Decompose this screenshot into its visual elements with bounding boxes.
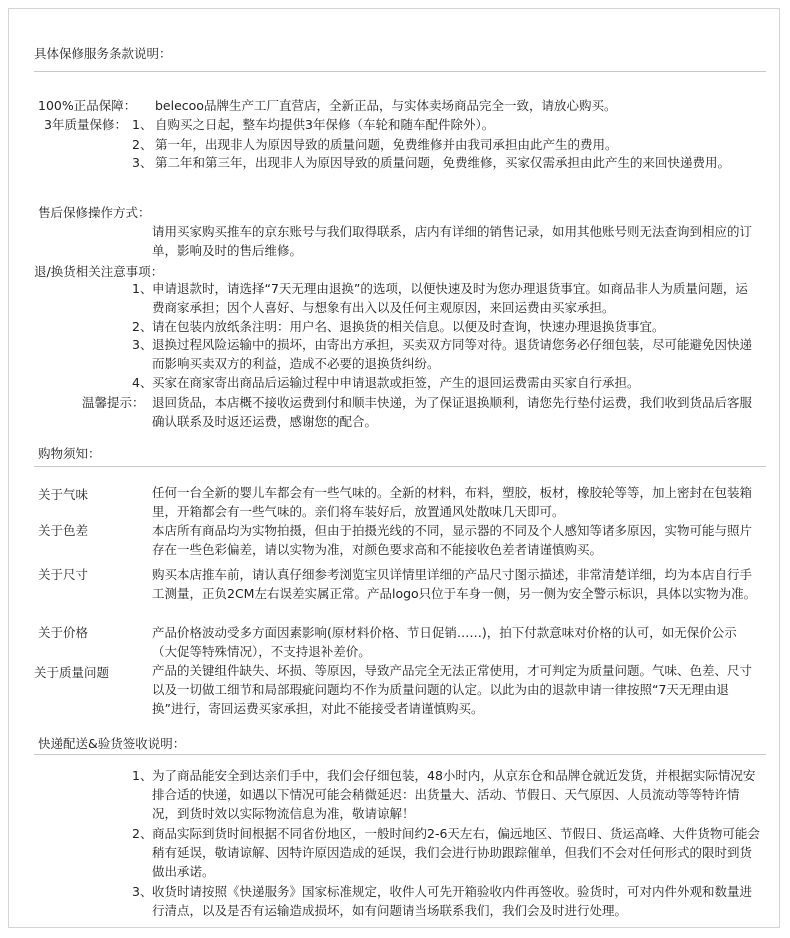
delivery-item-text: 为了商品能安全到达亲们手中，我们会仔细包装，48小时内，从京东仓和品牌仓就近发货，并根据实际情况安排合适的快递，如遇以下情况可能会稍微延迟：出货量大、活动、节假日、天气原因、人员流动等等特许情况，到货时效以实际物流信息为准，敬请谅解！ <box>152 768 756 821</box>
shopping-row-text: 产品价格波动受多方面因素影响(原材料价格、节日促销……)，拍下付款意味对价格的认可，如无保价公示（大促等特殊情况），不支持退补差价。 <box>152 625 737 659</box>
warranty-item-text: 第二年和第三年，出现非人为原因导致的质量问题，免费维修，买家仅需承担由此产生的来回快递费用。 <box>155 155 731 170</box>
shopping-row-text: 产品的关键组件缺失、坏损、等原因，导致产品完全无法正常使用，才可判定为质量问题。气味、色差、尺寸以及一切做工细节和局部瑕疵问题均不作为质量问题的认定。以此为由的退款申请一律按照“7天无理由退换”进行，寄回运费买家承担，对此不能接受者请谨慎购买。 <box>152 663 753 716</box>
returns-item-text: 买家在商家寄出商品后运输过程中申请退款或拒签，产生的退回运费需由买家自行承担。 <box>152 375 640 390</box>
shopping-row-text: 任何一台全新的婴儿车都会有一些气味的。全新的材料，布料，塑胶，板材，橡胶轮等等，加上密封在包装箱里，开箱都会有一些气味的。亲们将车装好后，放置通风处散味几天即可。 <box>152 485 753 519</box>
returns-item-text: 退换过程风险运输中的损坏，由寄出方承担，买卖双方同等对待。退货请您务必仔细包装，尽可能避免因快递而影响买卖双方的利益，造成不必要的退换货纠纷。 <box>152 337 753 371</box>
shopping-heading: 购物须知： <box>38 446 101 461</box>
returns-item-text: 请在包装内放纸条注明：用户名、退换货的相关信息。以便及时查询，快速办理退换货事宜。 <box>152 319 665 334</box>
shopping-row-label: 关于气味 <box>38 487 89 502</box>
delivery-item-num: 3、 <box>132 884 153 899</box>
returns-item-num: 1、 <box>132 281 153 296</box>
warranty-heading: 具体保修服务条款说明： <box>34 46 172 61</box>
delivery-item-text: 收货时请按照《快递服务》国家标准规定，收件人可先开箱验收内件再签收。验货时，可对内件外观和数量进行清点，以及是否有运输造成损坏，如有问题请当场联系我们，我们会及时进行处理。 <box>152 884 753 918</box>
warranty-item-num: 2、 <box>132 137 153 152</box>
warranty-item-text: 第一年，出现非人为原因导致的质量问题，免费维修并由我司承担由此产生的费用。 <box>155 137 618 152</box>
returns-item-text: 申请退款时，请选择“7天无理由退换”的选项，以便快速及时为您办理退货事宜。如商品非人为质量问题，运费商家承担；因个人喜好、与想象有出入以及任何主观原因，来回运费由买家承担。 <box>152 281 748 315</box>
returns-item-num: 2、 <box>132 319 153 334</box>
delivery-item-text: 商品实际到货时间根据不同省份地区，一般时间约2-6天左右，偏远地区、节假日、货运高峰、大件货物可能会稍有延误，敬请谅解、因特许原因造成的延误，我们会进行协助跟踪催单，但我们不会对任何形式的限时到货做出承诺。 <box>152 826 760 879</box>
shopping-row-label: 关于价格 <box>38 625 89 640</box>
divider <box>34 71 766 72</box>
returns-item-num: 3、 <box>132 337 153 352</box>
tip-label: 温馨提示： <box>82 395 145 410</box>
divider <box>34 754 766 755</box>
after-sales-text: 请用买家购买推车的京东账号与我们取得联系，店内有详细的销售记录，如用其他账号则无法查询到相应的订单，影响及时的售后维修。 <box>152 224 753 258</box>
warranty-item-num: 1、 <box>132 117 153 132</box>
divider <box>34 466 766 467</box>
genuine-text: belecoo品牌生产工厂直营店，全新正品，与实体卖场商品完全一致，请放心购买。 <box>155 98 617 113</box>
genuine-label: 100%正品保障： <box>38 98 137 113</box>
three-year-label: 3年质量保修： <box>44 117 127 132</box>
warranty-item-text: 自购买之日起，整车均提供3年保修（车轮和随车配件除外）。 <box>155 117 495 132</box>
shopping-row-label: 关于质量问题 <box>34 665 110 680</box>
returns-item-num: 4、 <box>132 375 153 390</box>
after-sales-heading: 售后保修操作方式： <box>38 205 151 220</box>
shopping-row-text: 本店所有商品均为实物拍摄，但由于拍摄光线的不同，显示器的不同及个人感知等诸多原因，实物可能与照片存在一些色彩偏差，请以实物为准，对颜色要求高和不能接收色差者请谨慎购买。 <box>152 523 753 557</box>
delivery-heading: 快递配送&验货签收说明： <box>38 736 186 751</box>
tip-text: 退回货品，本店概不接收运费到付和顺丰快递，为了保证退换顺利，请您先行垫付运费，我们收到货品后客服确认联系及时返还运费，感谢您的配合。 <box>152 395 753 429</box>
shopping-row-text: 购买本店推车前，请认真仔细参考浏览宝贝详情里详细的产品尺寸图示描述，非常清楚详细，均为本店自行手工测量，正负2CM左右误差实属正常。产品logo只位于车身一侧，另一侧为安全警示标识，具体以实物为准。 <box>152 567 757 601</box>
delivery-item-num: 2、 <box>132 826 153 841</box>
shopping-row-label: 关于尺寸 <box>38 567 89 582</box>
shopping-row-label: 关于色差 <box>38 523 89 538</box>
returns-heading: 退/换货相关注意事项： <box>34 264 164 279</box>
warranty-item-num: 3、 <box>132 155 153 170</box>
delivery-item-num: 1、 <box>132 768 153 783</box>
